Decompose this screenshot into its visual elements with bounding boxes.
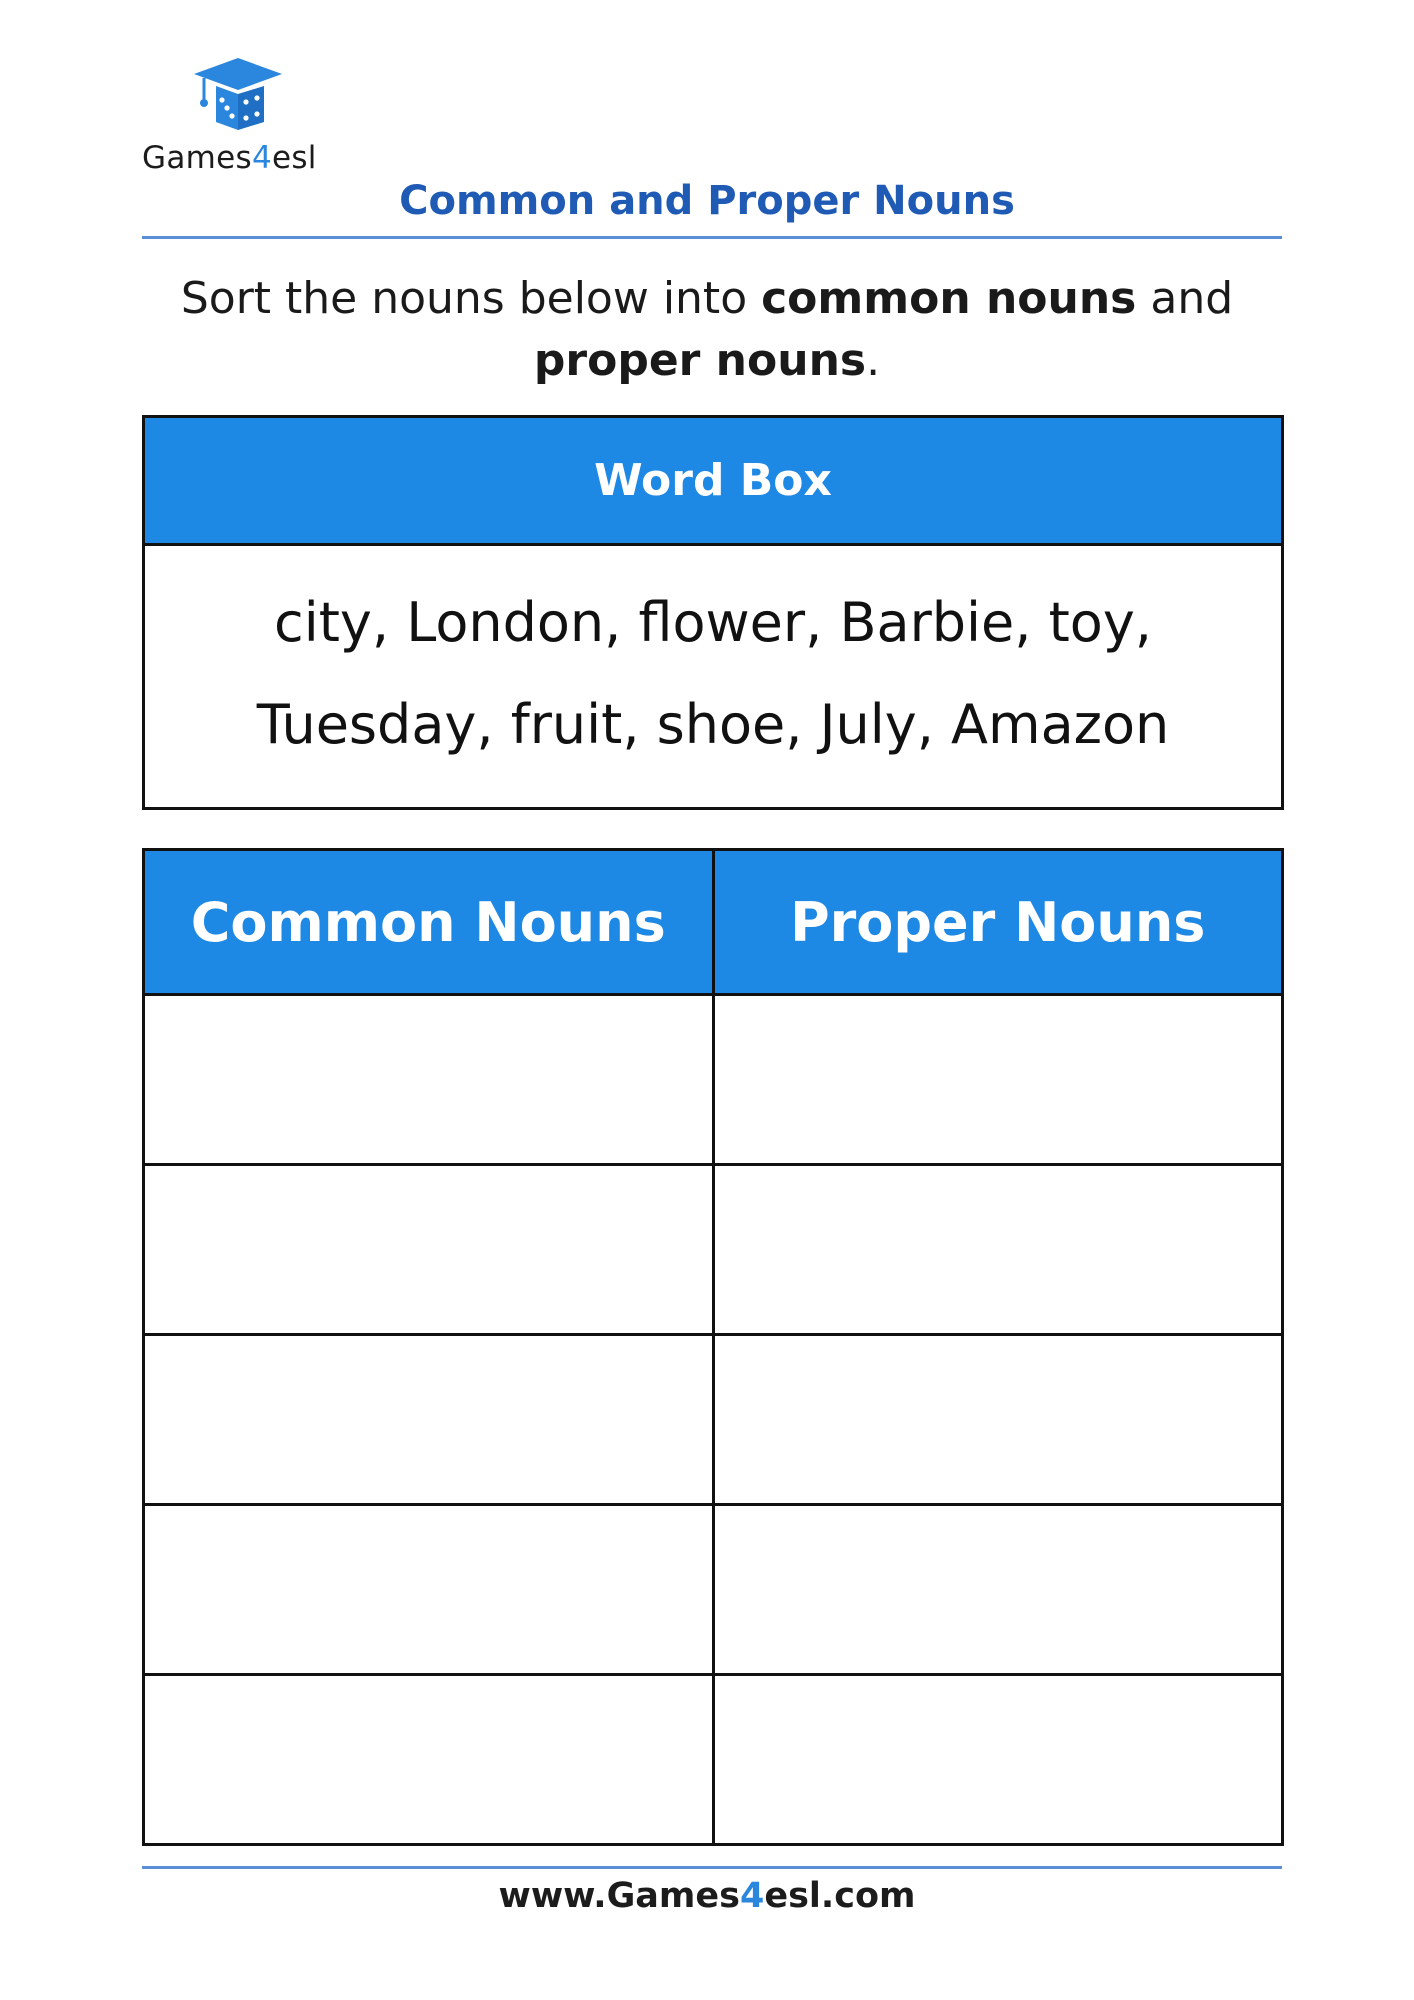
common-noun-answer-cell[interactable] xyxy=(144,995,714,1165)
word-box-body xyxy=(145,546,1281,776)
bottom-divider xyxy=(142,1866,1282,1869)
instructions-bold1: common nouns xyxy=(761,273,1137,324)
common-noun-answer-cell[interactable] xyxy=(144,1165,714,1335)
instructions-part1: Sort the nouns below into xyxy=(180,273,762,324)
page-title: Common and Proper Nouns xyxy=(399,178,1015,224)
word-box-line-2: Tuesday, fruit, shoe, July, Amazon xyxy=(256,693,1170,756)
column-header-proper-nouns: Proper Nouns xyxy=(713,850,1283,995)
common-noun-answer-cell[interactable] xyxy=(144,1675,714,1845)
proper-noun-answer-cell[interactable] xyxy=(713,1335,1283,1505)
proper-noun-answer-cell[interactable] xyxy=(713,995,1283,1165)
table-row xyxy=(144,1505,1283,1675)
brand-name-accent: 4 xyxy=(251,140,272,176)
word-box-header: Word Box xyxy=(145,418,1281,546)
top-divider xyxy=(142,236,1282,239)
sorting-table xyxy=(142,848,1284,1846)
footer-url-part2: esl.com xyxy=(764,1876,916,1916)
brand-name-part1: Games xyxy=(142,140,252,176)
brand-logo xyxy=(140,56,340,186)
sorting-table-header-row xyxy=(144,850,1283,995)
common-noun-answer-cell[interactable] xyxy=(144,1335,714,1505)
table-row xyxy=(144,1165,1283,1335)
instructions-bold2: proper nouns xyxy=(533,335,867,386)
instructions xyxy=(150,268,1264,392)
word-box-line-1: city, London, flower, Barbie, toy, xyxy=(274,591,1152,654)
instructions-part2: and xyxy=(1136,273,1234,324)
footer-url xyxy=(0,1876,1414,1916)
table-row xyxy=(144,995,1283,1165)
proper-noun-answer-cell[interactable] xyxy=(713,1675,1283,1845)
proper-noun-answer-cell[interactable] xyxy=(713,1505,1283,1675)
brand-name-part2: esl xyxy=(271,140,317,176)
instructions-part3: . xyxy=(866,335,881,386)
graduation-cap-dice-icon xyxy=(190,56,286,132)
table-row xyxy=(144,1675,1283,1845)
common-noun-answer-cell[interactable] xyxy=(144,1505,714,1675)
brand-name xyxy=(142,140,317,176)
table-row xyxy=(144,1335,1283,1505)
proper-noun-answer-cell[interactable] xyxy=(713,1165,1283,1335)
footer-url-accent: 4 xyxy=(739,1876,765,1916)
word-box xyxy=(142,415,1284,810)
column-header-common-nouns: Common Nouns xyxy=(144,850,714,995)
footer-url-part1: www.Games xyxy=(498,1876,740,1916)
